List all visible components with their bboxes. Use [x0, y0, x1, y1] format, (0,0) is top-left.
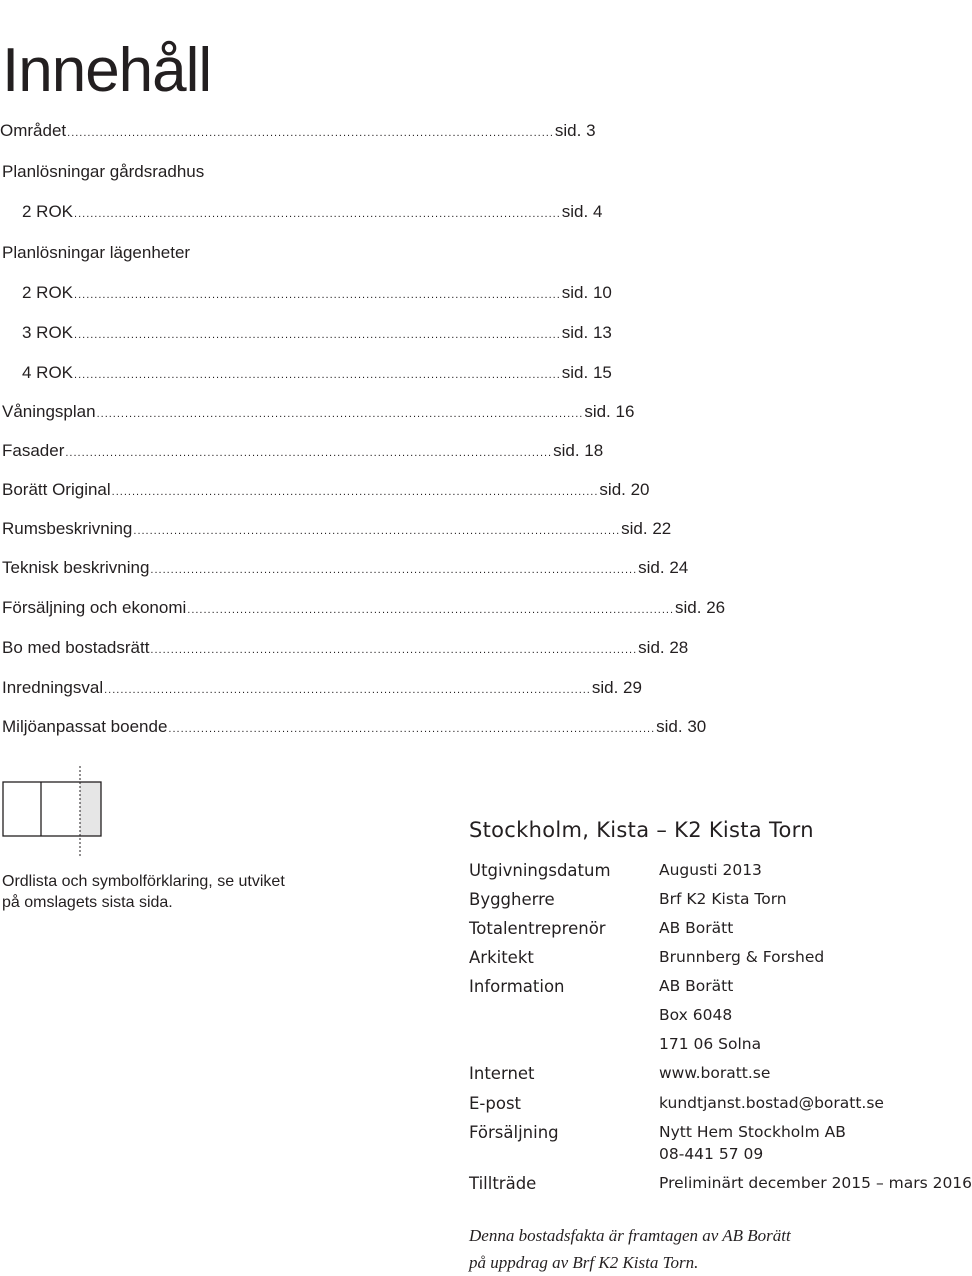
- facts-value: 171 06 Solna: [659, 1035, 762, 1053]
- fold-panel-shade: [80, 782, 101, 836]
- facts-key: Internet: [469, 1064, 535, 1083]
- toc-entry-label: Våningsplan: [2, 402, 96, 421]
- toc-leader-dots: ........................................................................................................................: [67, 127, 554, 139]
- toc-entry-page: sid. 4: [561, 202, 603, 221]
- legend-note: [2, 871, 362, 913]
- toc-leader-dots: ........................................................................................................................: [168, 723, 656, 735]
- toc-entry[interactable]: [22, 202, 603, 228]
- toc-entry-label: Fasader: [2, 441, 65, 460]
- toc-entry-page: sid. 18: [553, 441, 604, 460]
- toc-entry[interactable]: [22, 363, 612, 389]
- toc-entry-page: sid. 13: [561, 323, 612, 342]
- facts-value: AB Borätt: [659, 919, 734, 937]
- toc-section-heading: Planlösningar lägenheter: [2, 243, 191, 262]
- toc-leader-dots: ........................................................................................................................: [133, 525, 621, 537]
- toc-entry-page: sid. 28: [638, 638, 689, 657]
- toc-entry-label: 3 ROK: [22, 323, 74, 342]
- facts-value: Brunnberg & Forshed: [659, 948, 825, 966]
- toc-entry-label: Försäljning och ekonomi: [2, 598, 187, 617]
- toc-entry[interactable]: [0, 121, 596, 147]
- toc-entry-label: 2 ROK: [22, 202, 74, 221]
- toc-entry-label: Teknisk beskrivning: [2, 558, 150, 577]
- toc-entry-page: sid. 20: [599, 480, 650, 499]
- toc-entry-page: sid. 22: [621, 519, 672, 538]
- toc-leader-dots: ........................................................................................................................: [74, 369, 561, 381]
- toc-entry-label: 4 ROK: [22, 363, 74, 382]
- toc-leader-dots: ........................................................................................................................: [96, 408, 584, 420]
- facts-key: Information: [469, 977, 565, 996]
- toc-entry-label: Borätt Original: [2, 480, 111, 499]
- facts-title: Stockholm, Kista – K2 Kista Torn: [469, 818, 814, 842]
- toc-leader-dots: ........................................................................................................................: [74, 208, 561, 220]
- facts-value: Preliminärt december 2015 – mars 2016: [659, 1174, 972, 1192]
- toc-section-heading: Planlösningar gårdsradhus: [2, 162, 205, 181]
- facts-value: Augusti 2013: [659, 861, 762, 879]
- facts-value: Brf K2 Kista Torn: [659, 890, 787, 908]
- toc-leader-dots: ........................................................................................................................: [74, 329, 561, 341]
- footer-note-line: Denna bostadsfakta är framtagen av AB Borätt: [469, 1226, 791, 1245]
- toc-entry[interactable]: [2, 558, 689, 584]
- facts-key: Byggherre: [469, 890, 555, 909]
- toc-leader-dots: ........................................................................................................................: [111, 486, 599, 498]
- toc-entry[interactable]: [2, 598, 726, 624]
- toc-entry-page: sid. 16: [584, 402, 635, 421]
- toc-entry-page: sid. 3: [554, 121, 596, 140]
- toc-entry-label: Miljöanpassat boende: [2, 717, 168, 736]
- toc-entry-page: sid. 15: [561, 363, 612, 382]
- toc-entry-label: Bo med bostadsrätt: [2, 638, 150, 657]
- facts-value: AB Borätt: [659, 977, 734, 995]
- toc-leader-dots: ........................................................................................................................: [74, 289, 561, 301]
- facts-key: Tillträde: [469, 1174, 537, 1193]
- toc-entry-page: sid. 10: [561, 283, 612, 302]
- toc-entry[interactable]: [2, 638, 689, 664]
- toc-entry-label: 2 ROK: [22, 283, 74, 302]
- toc-leader-dots: ........................................................................................................................: [104, 684, 591, 696]
- facts-key: E-post: [469, 1094, 522, 1113]
- foldout-symbol-icon: [2, 766, 104, 858]
- toc-entry-label: Området: [0, 121, 67, 140]
- footer-note-line: på uppdrag av Brf K2 Kista Torn.: [469, 1253, 699, 1272]
- facts-value: 08-441 57 09: [659, 1145, 764, 1163]
- toc-entry[interactable]: [22, 283, 612, 309]
- toc-leader-dots: ........................................................................................................................: [187, 604, 675, 616]
- toc-entry-label: Inredningsval: [2, 678, 104, 697]
- toc-leader-dots: ........................................................................................................................: [150, 644, 638, 656]
- toc-leader-dots: ........................................................................................................................: [65, 447, 553, 459]
- toc-entry[interactable]: [2, 480, 650, 506]
- facts-key: Arkitekt: [469, 948, 534, 967]
- toc-entry[interactable]: [2, 441, 604, 467]
- toc-entry[interactable]: [2, 519, 672, 545]
- legend-note-line: på omslagets sista sida.: [2, 894, 173, 911]
- toc-entry[interactable]: [22, 323, 612, 349]
- facts-value: Box 6048: [659, 1006, 733, 1024]
- toc-entry[interactable]: [2, 402, 635, 428]
- facts-value[interactable]: www.boratt.se: [659, 1064, 771, 1082]
- facts-key: Försäljning: [469, 1123, 559, 1142]
- toc-entry-page: sid. 29: [591, 678, 642, 697]
- facts-value: Nytt Hem Stockholm AB: [659, 1123, 846, 1141]
- facts-key: Totalentreprenör: [469, 919, 606, 938]
- footer-note: [469, 1222, 939, 1276]
- toc-entry-label: Rumsbeskrivning: [2, 519, 133, 538]
- page-title: Innehåll: [2, 35, 212, 105]
- facts-value[interactable]: kundtjanst.bostad@boratt.se: [659, 1094, 884, 1112]
- facts-key: Utgivningsdatum: [469, 861, 611, 880]
- toc-entry[interactable]: [2, 678, 642, 704]
- toc-entry-page: sid. 26: [675, 598, 726, 617]
- toc-leader-dots: ........................................................................................................................: [150, 564, 638, 576]
- toc-entry-page: sid. 24: [638, 558, 689, 577]
- toc-entry[interactable]: [2, 717, 707, 743]
- toc-entry-page: sid. 30: [656, 717, 707, 736]
- legend-note-line: Ordlista och symbolförklaring, se utviket: [2, 873, 285, 890]
